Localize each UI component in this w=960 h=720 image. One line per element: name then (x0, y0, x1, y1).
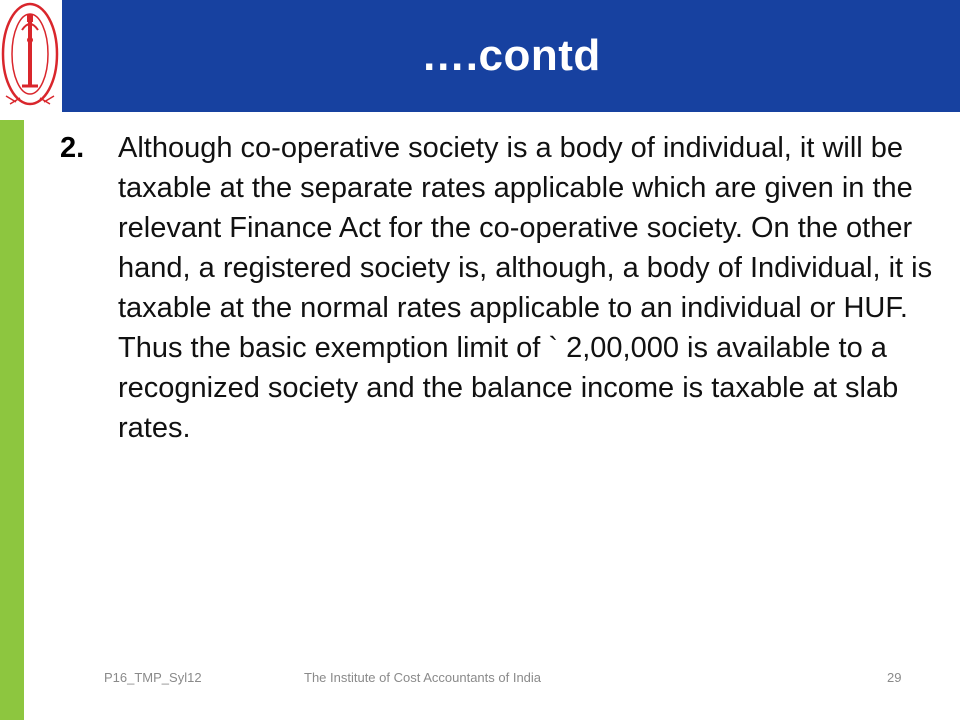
footer-page-number: 29 (887, 670, 902, 685)
logo-area (0, 0, 62, 112)
point-text: Although co-operative society is a body of individual, it will be taxable at the separate rates applicable which are given in the relevant Finance Act for the co-operative society. On the other hand, a registered society is, although, a body of Individual, it is taxable at the normal rates applicable to an individual or HUF. Thus the basic exemption limit of ` 2,00,000 is available to a recognized society and the balance income is taxable at slab rates. (118, 132, 933, 444)
slide-title: ….contd (421, 31, 601, 80)
footer-organization: The Institute of Cost Accountants of India (304, 670, 542, 685)
point-number: 2. (60, 132, 85, 164)
institute-seal-icon (0, 0, 62, 112)
accent-bar (0, 120, 24, 720)
footer-course-code: P16_TMP_Syl12 (104, 670, 202, 685)
